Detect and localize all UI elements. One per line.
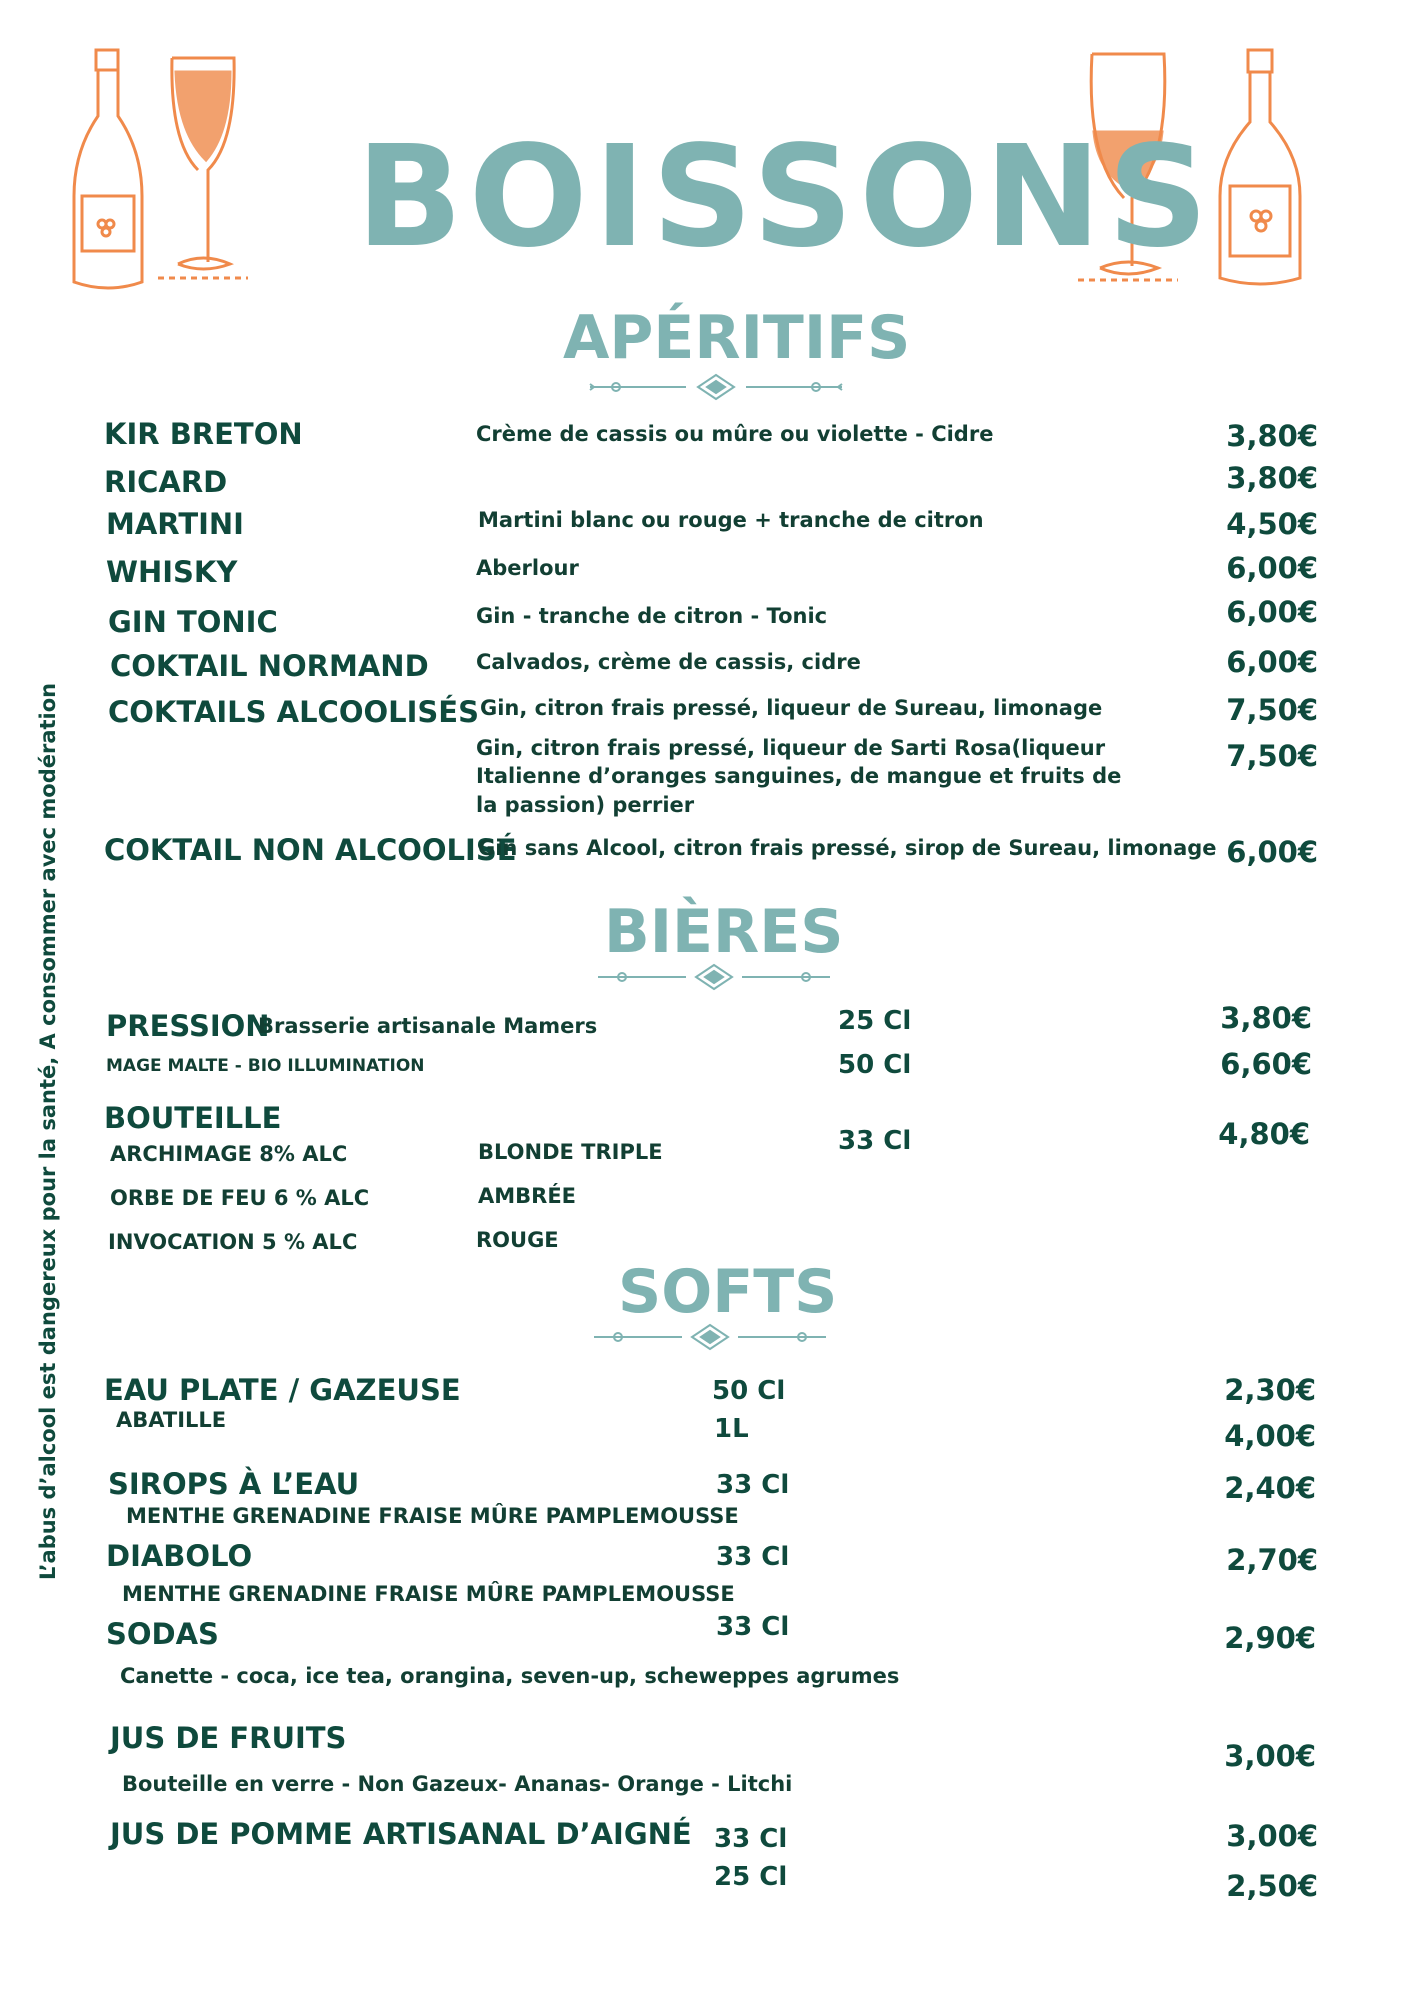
menu-item-name: COKTAIL NON ALCOOLISÉ	[104, 833, 517, 867]
beer-bottle-type: AMBRÉE	[478, 1184, 577, 1208]
soft-sub: Canette - coca, ice tea, orangina, seven-up, scheweppes agrumes	[120, 1664, 900, 1688]
soft-sub: MENTHE GRENADINE FRAISE MÛRE PAMPLEMOUSSE	[126, 1504, 739, 1528]
beer-pression-desc: Brasserie artisanale Mamers	[258, 1014, 598, 1038]
menu-item-price: 4,50€	[1226, 507, 1318, 541]
section-heading-aperitifs: APÉRITIFS	[563, 303, 911, 373]
page-title: BOISSONS	[356, 116, 1215, 279]
soft-volume: 33 Cl	[716, 1612, 790, 1642]
soft-volume: 33 Cl	[716, 1542, 790, 1572]
soft-price: 4,00€	[1224, 1419, 1316, 1453]
soft-name: JUS DE POMME ARTISANAL D’AIGNÉ	[110, 1817, 692, 1851]
beer-bouteille-name: BOUTEILLE	[104, 1101, 282, 1135]
menu-item-desc: Calvados, crème de cassis, cidre	[476, 650, 861, 674]
beer-volume: 50 Cl	[838, 1050, 912, 1080]
beer-bottle-type: ROUGE	[476, 1228, 559, 1252]
side-note: L’abus d’alcool est dangereux pour la santé, A consommer avec modération	[36, 682, 60, 1580]
soft-name: DIABOLO	[106, 1539, 253, 1573]
menu-item-price: 6,00€	[1226, 595, 1318, 629]
menu-item-price: 6,00€	[1226, 835, 1318, 869]
soft-name: EAU PLATE / GAZEUSE	[104, 1373, 461, 1407]
soft-sub: Bouteille en verre - Non Gazeux- Ananas- Orange - Litchi	[122, 1772, 793, 1796]
soft-price: 2,30€	[1224, 1373, 1316, 1407]
menu-item-name: KIR BRETON	[104, 417, 303, 451]
menu-item-price: 7,50€	[1226, 693, 1318, 727]
soft-volume: 33 Cl	[716, 1470, 790, 1500]
soft-price: 2,50€	[1226, 1869, 1318, 1903]
menu-item-name: MARTINI	[106, 507, 244, 541]
soft-name: SODAS	[106, 1617, 219, 1651]
soft-sub: MENTHE GRENADINE FRAISE MÛRE PAMPLEMOUSSE	[122, 1582, 735, 1606]
soft-volume: 25 Cl	[714, 1862, 788, 1892]
beer-price: 6,60€	[1220, 1047, 1312, 1081]
beer-price: 3,80€	[1220, 1001, 1312, 1035]
beer-price: 4,80€	[1218, 1117, 1310, 1151]
glass-illustration-left	[158, 52, 248, 292]
soft-volume: 1L	[714, 1414, 749, 1444]
beer-volume: 25 Cl	[838, 1006, 912, 1036]
menu-item-name: WHISKY	[106, 555, 238, 589]
soft-price: 2,40€	[1224, 1471, 1316, 1505]
menu-item-desc: Martini blanc ou rouge + tranche de citron	[478, 508, 984, 532]
section-heading-softs: SOFTS	[618, 1257, 838, 1327]
soft-sub: ABATILLE	[116, 1408, 227, 1432]
bottle-illustration-right	[1212, 46, 1308, 296]
soft-name: JUS DE FRUITS	[110, 1721, 347, 1755]
menu-item-price: 7,50€	[1226, 739, 1318, 773]
menu-item-desc: Crème de cassis ou mûre ou violette - Cidre	[476, 422, 994, 446]
section-heading-bieres: BIÈRES	[604, 897, 844, 967]
menu-item-name: RICARD	[104, 465, 228, 499]
soft-volume: 33 Cl	[714, 1824, 788, 1854]
menu-item-desc: Gin sans Alcool, citron frais pressé, sirop de Sureau, limonage	[478, 836, 1217, 860]
menu-item-desc: Aberlour	[476, 556, 579, 580]
ornament-divider	[586, 372, 846, 402]
soft-volume: 50 Cl	[712, 1376, 786, 1406]
beer-pression-sub: MAGE MALTE - BIO ILLUMINATION	[106, 1056, 425, 1076]
soft-price: 3,00€	[1226, 1819, 1318, 1853]
soft-price: 3,00€	[1224, 1739, 1316, 1773]
beer-pression-name: PRESSION	[106, 1009, 270, 1043]
menu-item-price: 6,00€	[1226, 551, 1318, 585]
ornament-divider	[590, 1322, 830, 1352]
soft-price: 2,90€	[1224, 1621, 1316, 1655]
soft-price: 2,70€	[1226, 1543, 1318, 1577]
beer-bottle-name: INVOCATION 5 % ALC	[108, 1230, 358, 1254]
menu-item-name: GIN TONIC	[108, 605, 278, 639]
menu-item-desc: Gin, citron frais pressé, liqueur de Sureau, limonage	[480, 696, 1103, 720]
menu-item-name: COKTAILS ALCOOLISÉS	[108, 695, 479, 729]
menu-item-price: 3,80€	[1226, 419, 1318, 453]
menu-item-desc: Gin, citron frais pressé, liqueur de Sarti Rosa(liqueur Italienne d’oranges sanguines, de mangue et fruits de la passion) perrier	[476, 736, 1122, 817]
beer-volume: 33 Cl	[838, 1126, 912, 1156]
menu-item-price: 3,80€	[1226, 461, 1318, 495]
beer-bottle-type: BLONDE TRIPLE	[478, 1140, 663, 1164]
soft-name: SIROPS À L’EAU	[108, 1467, 360, 1501]
beer-bottle-name: ORBE DE FEU 6 % ALC	[110, 1186, 370, 1210]
beer-bottle-name: ARCHIMAGE 8% ALC	[110, 1142, 348, 1166]
menu-item-name: COKTAIL NORMAND	[110, 649, 429, 683]
menu-item-price: 6,00€	[1226, 645, 1318, 679]
ornament-divider	[594, 962, 834, 992]
bottle-illustration-left	[68, 46, 148, 296]
menu-item-desc: Gin - tranche de citron - Tonic	[476, 604, 828, 628]
